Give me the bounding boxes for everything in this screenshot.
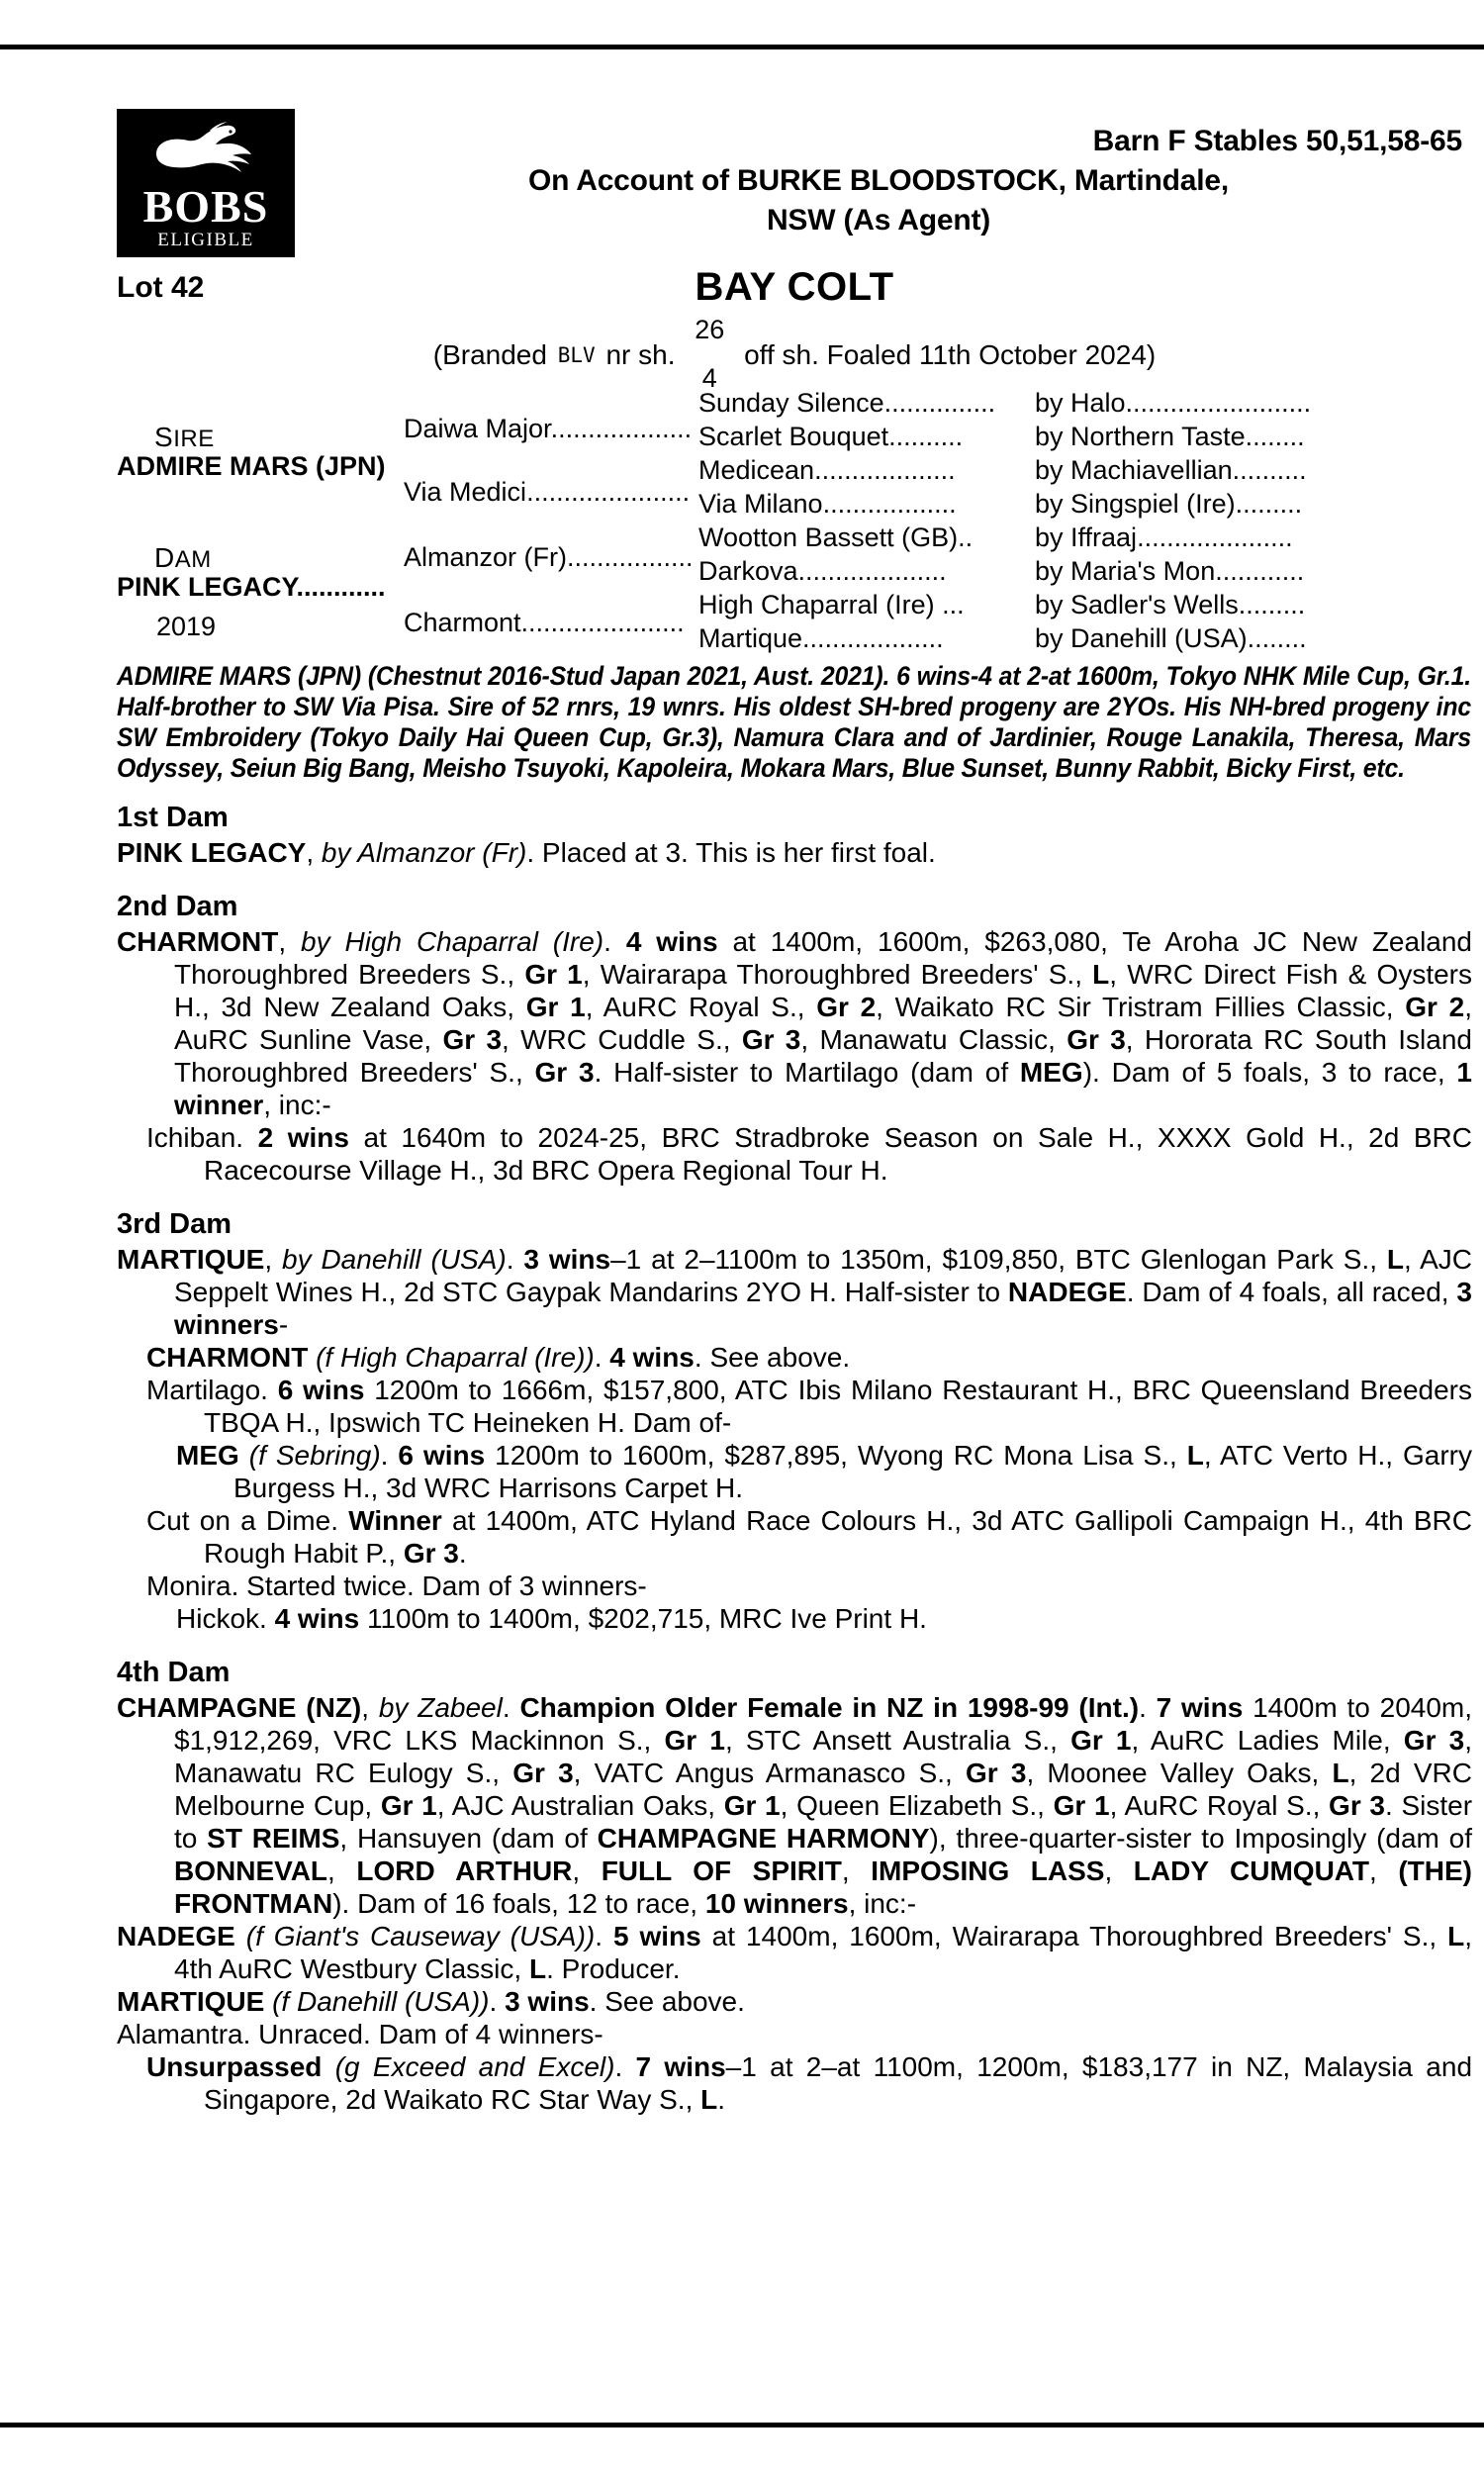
pedigree-cell-ggp-5: Darkova.................... xyxy=(698,556,947,586)
pedigree-cell-ggp-4: Wootton Bassett (GB).. xyxy=(698,523,974,552)
header xyxy=(117,79,1472,267)
dam4-progeny-0: NADEGE (f Giant's Causeway (USA)). 5 wins at 1400m, 1600m, Wairarapa Thoroughbred Breeders' S., L, 4th AuRC Westbury Classic, L. Producer. xyxy=(117,1921,1472,1984)
dam3-progeny-4: Monira. Started twice. Dam of 3 winners- xyxy=(146,1570,647,1601)
dam-year: 2019 xyxy=(156,612,217,641)
bobs-horse-icon xyxy=(137,117,275,182)
pedigree-cell-gggp-2: by Machiavellian.......... xyxy=(1035,455,1307,485)
dam3-progeny-0: CHARMONT (f High Chaparral (Ire)). 4 wins. See above. xyxy=(146,1342,851,1373)
heading-2nd-dam: 2nd Dam xyxy=(117,891,238,922)
dam3-progeny-3: Cut on a Dime. Winner at 1400m, ATC Hyland Race Colours H., 3d ATC Gallipoli Campaign H., 4th BRC Rough Habit P., Gr 3. xyxy=(146,1505,1472,1569)
branding-description xyxy=(117,315,1472,393)
brand-numerator: 26 xyxy=(695,315,725,344)
brand-mid-text: nr sh. xyxy=(598,339,684,370)
brand-number-fraction xyxy=(695,315,725,393)
pedigree-cell-ggp-0: Sunday Silence............... xyxy=(698,388,996,418)
dam2-progeny-0: Ichiban. 2 wins at 1640m to 2024-25, BRC Stradbroke Season on Sale H., XXXX Gold H., 2d BRC Racecourse Village H., 3d BRC Opera Regional Tour H. xyxy=(146,1122,1472,1186)
pedigree-cell-gp-0: Daiwa Major................... xyxy=(404,414,693,443)
pedigree-cell-ggp-1: Scarlet Bouquet.......... xyxy=(698,422,964,451)
pedigree-cell-gggp-5: by Maria's Mon............ xyxy=(1035,556,1305,586)
heading-3rd-dam: 3rd Dam xyxy=(117,1208,232,1240)
dam3-progeny-5: Hickok. 4 wins 1100m to 1400m, $202,715, MRC Ive Print H. xyxy=(176,1603,927,1634)
dam3-progeny-2: MEG (f Sebring). 6 wins 1200m to 1600m, $287,895, Wyong RC Mona Lisa S., L, ATC Verto H., Garry Burgess H., 3d WRC Harrisons Carpet H. xyxy=(176,1440,1473,1503)
dam-name-text: PINK LEGACY xyxy=(117,572,297,602)
dam-name-dots: ............ xyxy=(296,572,386,602)
pedigree-cell-ggp-7: Martique................... xyxy=(698,623,944,653)
dam4-progeny-1: MARTIQUE (f Danehill (USA)). 3 wins. See above. xyxy=(117,1986,745,2017)
dam4-progeny-3: Unsurpassed (g Exceed and Excel). 7 wins–1 at 2–at 1100m, 1200m, $183,177 in NZ, Malaysia and Singapore, 2d Waikato RC Star Way S., L. xyxy=(146,2051,1473,2115)
pedigree-cell-ggp-6: High Chaparral (Ire) ... xyxy=(698,590,965,619)
pedigree-cell-gggp-3: by Singspiel (Ire)......... xyxy=(1035,489,1303,519)
dam3-text: MARTIQUE, by Danehill (USA). 3 wins–1 at 2–1100m to 1350m, $109,850, BTC Glenlogan Park S., L, AJC Seppelt Wines H., 2d STC Gaypak Mandarins 2YO H. Half-sister to NADEGE. Dam of 4 foals, all raced, 3 winners- xyxy=(117,1244,1472,1340)
pedigree-cell-gggp-0: by Halo......................... xyxy=(1035,388,1312,418)
page-title: BAY COLT xyxy=(695,265,894,309)
dam3-progeny-1: Martilago. 6 wins 1200m to 1666m, $157,800, ATC Ibis Milano Restaurant H., BRC Queensland Breeders TBQA H., Ipswich TC Heineken H. Dam of- xyxy=(146,1375,1473,1438)
pedigree-table xyxy=(117,388,1472,657)
brand-symbol-glyph: BLV xyxy=(557,343,596,367)
brand-denominator: 4 xyxy=(701,363,717,393)
pedigree-cell-gggp-7: by Danehill (USA)........ xyxy=(1035,623,1307,653)
page-top-rule xyxy=(0,45,1484,49)
lot-title-row xyxy=(117,265,1472,325)
pedigree-cell-gggp-4: by Iffraaj..................... xyxy=(1035,523,1293,552)
bobs-eligible-logo xyxy=(117,109,295,257)
dam-label: DAM xyxy=(154,542,212,573)
lot-number: Lot 42 xyxy=(117,271,205,304)
page-content xyxy=(117,79,1472,2116)
dam4-text: CHAMPAGNE (NZ), by Zabeel. Champion Older Female in NZ in 1998-99 (Int.). 7 wins 1400m to 2040m, $1,912,269, VRC LKS Mackinnon S., Gr 1, STC Ansett Australia S., Gr 1, AuRC Ladies Mile, Gr 3, Manawatu RC Eulogy S., Gr 3, VATC Angus Armanasco S., Gr 3, Moonee Valley Oaks, L, 2d VRC Melbourne Cup, Gr 1, AJC Australian Oaks, Gr 1, Queen Elizabeth S., Gr 1, AuRC Royal S., Gr 3. Sister to ST REIMS, Hansuyen (dam of CHAMPAGNE HARMONY), three-quarter-sister to Imposingly (dam of BONNEVAL, LORD ARTHUR, FULL OF SPIRIT, IMPOSING LASS, LADY CUMQUAT, (THE) FRONTMAN). Dam of 16 foals, 12 to race, 10 winners, inc:- xyxy=(117,1692,1473,1919)
bobs-wordmark: BOBS xyxy=(142,181,269,232)
sire-label: SIRE xyxy=(154,422,215,452)
heading-1st-dam: 1st Dam xyxy=(117,802,229,833)
sire-summary-paragraph: ADMIRE MARS (JPN) (Chestnut 2016-Stud Japan 2021, Aust. 2021). 6 wins-4 at 2-at 1600m, Tokyo NHK Mile Cup, Gr.1. Half-brother to SW Via Pisa. Sire of 52 rnrs, 19 wnrs. His oldest SH-bred progeny are 2YOs. His NH-bred progeny inc SW Embroidery (Tokyo Daily Hai Queen Cup, Gr.3), Namura Clara and of Jardinier, Rouge Lanakila, Theresa, Mars Odyssey, Seiun Big Bang, Meisho Tsuyoki, Kapoleira, Mokara Mars, Blue Sunset, Bunny Rabbit, Bicky First, etc. xyxy=(117,661,1471,783)
pedigree-cell-gp-2: Almanzor (Fr)................. xyxy=(404,542,694,572)
dam4-progeny-2: Alamantra. Unraced. Dam of 4 winners- xyxy=(117,2019,603,2049)
dam-name xyxy=(117,572,386,603)
brand-prefix-text: (Branded xyxy=(432,339,555,370)
vendor-account-line-1: On Account of BURKE BLOODSTOCK, Martindale, xyxy=(527,164,1230,197)
barn-stables-label: Barn F Stables 50,51,58-65 xyxy=(1092,125,1462,157)
pedigree-cell-gggp-6: by Sadler's Wells......... xyxy=(1035,590,1306,619)
pedigree-cell-gp-1: Via Medici...................... xyxy=(404,477,691,507)
sire-name: ADMIRE MARS (JPN) xyxy=(117,451,386,481)
pedigree-cell-gggp-1: by Northern Taste........ xyxy=(1035,422,1305,451)
dam2-text: CHARMONT, by High Chaparral (Ire). 4 wins at 1400m, 1600m, $263,080, Te Aroha JC New Zealand Thoroughbred Breeders S., Gr 1, Wairarapa Thoroughbred Breeders' S., L, WRC Direct Fish & Oysters H., 3d New Zealand Oaks, Gr 1, AuRC Royal S., Gr 2, Waikato RC Sir Tristram Fillies Classic, Gr 2, AuRC Sunline Vase, Gr 3, WRC Cuddle S., Gr 3, Manawatu Classic, Gr 3, Hororata RC South Island Thoroughbred Breeders' S., Gr 3. Half-sister to Martilago (dam of MEG). Dam of 5 foals, 3 to race, 1 winner, inc:- xyxy=(117,926,1473,1120)
pedigree-cell-ggp-2: Medicean................... xyxy=(698,455,956,485)
heading-4th-dam: 4th Dam xyxy=(117,1657,231,1688)
dam1-text: PINK LEGACY, by Almanzor (Fr). Placed at 3. This is her first foal. xyxy=(117,837,936,868)
vendor-account-line-2: NSW (As Agent) xyxy=(766,204,991,237)
pedigree-cell-gp-3: Charmont...................... xyxy=(404,608,685,637)
brand-suffix-text: off sh. Foaled 11th October 2024) xyxy=(736,339,1157,370)
page-bottom-rule xyxy=(0,2423,1484,2427)
bobs-eligible-label: ELIGIBLE xyxy=(157,230,254,250)
pedigree-cell-ggp-3: Via Milano.................. xyxy=(698,489,957,519)
